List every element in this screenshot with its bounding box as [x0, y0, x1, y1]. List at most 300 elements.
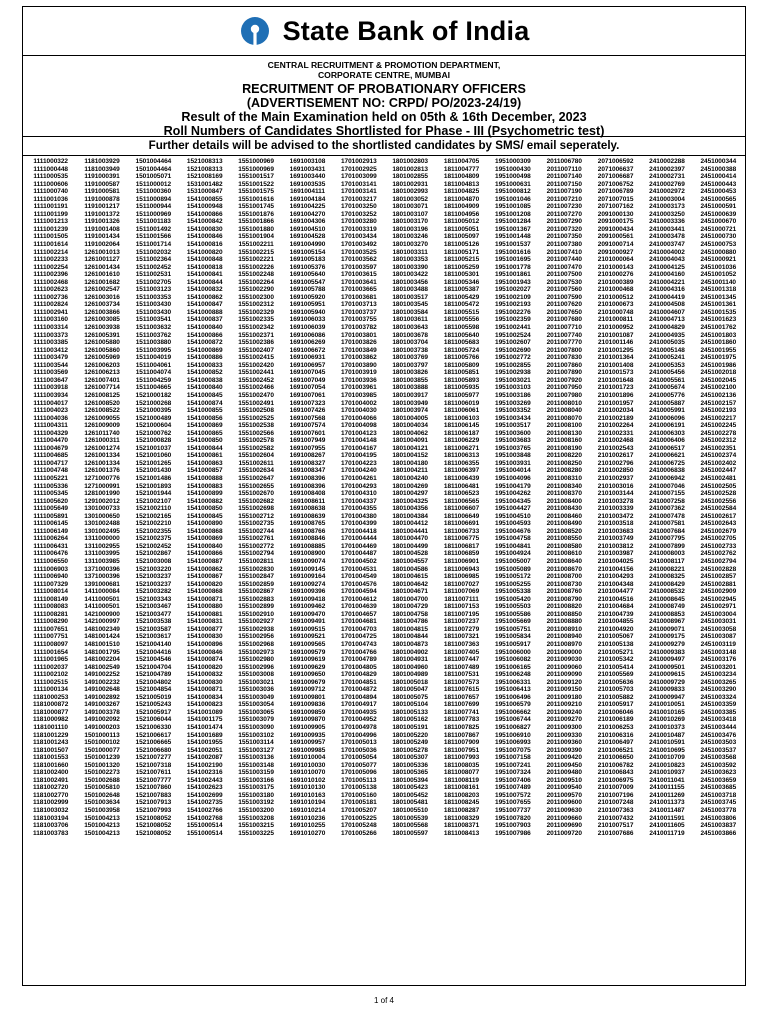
- roll-number-grid: [23, 156, 745, 837]
- roll-number-cell: 2410009729: [649, 678, 685, 686]
- roll-number-cell: 1691006039: [289, 324, 326, 332]
- roll-number-cell: 1551001866: [238, 218, 274, 226]
- roll-number-cell: 1801004642: [392, 580, 428, 588]
- roll-number-cell: 2101000811: [597, 316, 634, 324]
- roll-number-cell: 1701004399: [340, 520, 377, 528]
- roll-number-cell: 2011009120: [546, 678, 582, 686]
- roll-number-cell: 1701004935: [340, 708, 377, 716]
- roll-number-cell: 1551003008: [238, 671, 274, 679]
- roll-number-cell: 1701003961: [340, 384, 377, 392]
- roll-number-cell: 2091000927: [597, 248, 634, 256]
- roll-number-cell: 1501000102: [84, 739, 120, 747]
- roll-number-cell: 1111002233: [33, 256, 68, 264]
- roll-number-cell: 1521007277: [135, 754, 172, 762]
- roll-number-cell: 1951002855: [495, 361, 531, 369]
- roll-number-cell: 1701003985: [340, 391, 377, 399]
- roll-number-cell: 2410003478: [649, 233, 685, 241]
- roll-number-cell: 2410007684: [649, 527, 685, 535]
- roll-number-cell: 2410004043: [649, 256, 685, 264]
- roll-number-cell: 1521001060: [135, 452, 172, 460]
- roll-number-cell: 1551000514: [186, 829, 223, 837]
- roll-number-cell: 1811008287: [443, 807, 480, 815]
- roll-number-cell: 2101004348: [597, 580, 634, 588]
- roll-number-cell: 1501002648: [84, 791, 120, 799]
- roll-number-cell: 2410007899: [649, 542, 685, 550]
- roll-number-cell: 1951005255: [495, 580, 531, 588]
- roll-number-cell: 2011007860: [546, 361, 582, 369]
- roll-number-cell: 2410011605: [649, 822, 685, 830]
- department-location-line: CORPORATE CENTRE, MUMBAI: [317, 70, 451, 80]
- roll-number-cell: 1191001372: [84, 210, 120, 218]
- roll-number-cell: 2101000143: [597, 263, 634, 271]
- roll-number-cell: 1261007714: [84, 384, 120, 392]
- roll-number-cell: 1801003738: [392, 346, 428, 354]
- roll-number-cell: 1701004469: [340, 542, 377, 550]
- roll-number-cell: 1801003517: [392, 293, 428, 301]
- roll-number-cell: 1701004195: [340, 452, 377, 460]
- roll-number-cell: 1551001616: [238, 195, 274, 203]
- page-number: 1 of 4: [373, 996, 394, 1005]
- roll-number-cell: 1111008097: [33, 641, 68, 648]
- roll-number-cell: 1701004872: [340, 686, 377, 694]
- roll-number-cell: 1521002165: [135, 512, 172, 520]
- roll-number-cell: 1111004017: [33, 399, 68, 407]
- roll-number-cell: 2410006517: [649, 444, 685, 452]
- roll-number-cell: 1111002515: [33, 678, 68, 686]
- roll-number-cell: 1701003525: [340, 248, 377, 256]
- roll-number-cell: 1111006149: [33, 527, 68, 535]
- roll-number-cell: 1521001265: [135, 459, 172, 467]
- roll-number-cell: 1521003343: [135, 595, 172, 603]
- roll-number-cell: 1541000869: [186, 422, 223, 430]
- roll-number-cell: 2101002331: [597, 429, 634, 437]
- roll-number-cell: 1541000862: [186, 293, 223, 301]
- roll-number-cell: 2451003234: [700, 671, 737, 679]
- roll-number-cell: 2410005353: [649, 361, 685, 369]
- roll-number-cell: 1951006910: [495, 731, 531, 739]
- roll-number-cell: 1701005036: [340, 746, 377, 754]
- roll-number-cell: 1701004030: [340, 407, 377, 415]
- roll-number-cell: 1691004225: [289, 203, 326, 211]
- roll-number-cell: 1551002761: [238, 535, 274, 543]
- roll-number-cell: 2451001762: [700, 324, 737, 332]
- roll-number-cell: 1521004854: [135, 686, 172, 694]
- roll-number-cell: 2101004516: [597, 595, 634, 603]
- roll-number-cell: 1701004894: [340, 693, 377, 701]
- roll-number-cell: 1541000868: [186, 527, 223, 535]
- roll-number-cell: 1801004005: [392, 414, 428, 422]
- roll-number-cell: 2410009383: [649, 648, 685, 656]
- roll-number-cell: 1801003422: [392, 271, 428, 279]
- roll-number-cell: 2451000388: [700, 165, 737, 173]
- roll-number-cell: 2410005674: [649, 384, 685, 392]
- roll-number-cell: 1701003849: [340, 346, 377, 354]
- roll-number-cell: 1801003584: [392, 308, 428, 316]
- roll-number-cell: 1541000867: [186, 573, 223, 581]
- roll-number-cell: 1701004502: [340, 557, 377, 565]
- roll-number-cell: 1111008149: [33, 595, 68, 603]
- roll-number-cell: 2101005636: [597, 678, 634, 686]
- roll-number-cell: 1811005640: [443, 331, 480, 339]
- roll-number-cell: 1801005162: [392, 716, 428, 724]
- roll-number-cell: 1111002214: [33, 248, 68, 256]
- roll-number-cell: 1551002910: [238, 610, 274, 618]
- roll-number-cell: 1801005452: [392, 791, 428, 799]
- roll-number-cell: 2410010937: [649, 769, 685, 777]
- roll-number-cell: 1811006901: [443, 557, 480, 565]
- roll-number-cell: 1511003430: [135, 301, 172, 309]
- roll-number-cell: 1801004844: [392, 633, 428, 641]
- roll-number-cell: 2451000565: [700, 195, 737, 203]
- roll-number-cell: 2071006637: [597, 165, 634, 173]
- roll-number-cell: 1531000847: [186, 188, 223, 196]
- roll-number-cell: 2451001986: [700, 361, 737, 369]
- roll-number-cell: 1701004917: [340, 701, 377, 709]
- roll-number-cell: 1801003246: [392, 233, 428, 241]
- roll-number-cell: 1541001689: [186, 731, 223, 739]
- roll-number-cell: 2451002193: [700, 407, 737, 415]
- roll-number-cell: 2410011487: [649, 807, 685, 815]
- roll-number-cell: 1181003194: [33, 814, 69, 822]
- result-heading: Result of the Main Examination held on 05th & 16th December, 2023: [181, 110, 587, 124]
- roll-number-cell: 1551002441: [238, 369, 274, 377]
- roll-number-cell: 1811007657: [443, 693, 480, 701]
- roll-number-cell: 2451002278: [700, 429, 737, 437]
- roll-number-cell: 1511002705: [135, 278, 172, 286]
- roll-number-cell: 1111004717: [33, 459, 68, 467]
- roll-number-cell: 1511002531: [135, 271, 172, 279]
- roll-number-cell: 1811005977: [443, 391, 480, 399]
- roll-number-cell: 1951006662: [495, 708, 531, 716]
- roll-number-cell: 1691008766: [289, 527, 326, 535]
- roll-number-cell: 1691008885: [289, 542, 326, 550]
- roll-number-cell: 2101000673: [597, 301, 634, 309]
- roll-number-cell: 2451000443: [700, 180, 737, 188]
- roll-number-cell: 1521001037: [135, 444, 172, 452]
- roll-number-cell: 1261011740: [84, 429, 120, 437]
- roll-number-cell: 2451003004: [700, 610, 737, 618]
- roll-number-cell: 1541000830: [186, 678, 223, 686]
- roll-number-cell: 1811005097: [443, 233, 480, 241]
- roll-number-cell: 2101001087: [597, 331, 634, 339]
- roll-number-cell: 1541000866: [186, 550, 223, 558]
- roll-number-cell: 2101004684: [597, 603, 634, 611]
- roll-number-cell: 2011009720: [546, 829, 582, 837]
- roll-number-cell: 1481001795: [84, 648, 120, 656]
- roll-number-cell: 1801003797: [392, 361, 428, 369]
- roll-number-cell: 2410007581: [649, 520, 685, 528]
- roll-number-cell: 1541000948: [186, 203, 223, 211]
- roll-number-cell: 1511003762: [135, 331, 172, 339]
- roll-number-cell: 2101005067: [597, 633, 634, 641]
- roll-number-cell: 1261003938: [84, 324, 120, 332]
- roll-number-cell: 1691009491: [289, 618, 326, 626]
- roll-number-cell: 2011008970: [546, 641, 582, 648]
- roll-number-cell: 1541000896: [186, 641, 223, 648]
- roll-number-cell: 1951003352: [495, 407, 531, 415]
- roll-number-cell: 2011007590: [546, 293, 582, 301]
- roll-number-cell: 1951007489: [495, 784, 531, 792]
- roll-number-cell: 1811006859: [443, 550, 480, 558]
- roll-number-cell: 1801005220: [392, 731, 428, 739]
- roll-number-cell: 1521004546: [135, 656, 172, 664]
- roll-number-cell: 2101003472: [597, 512, 634, 520]
- roll-number-cell: 1951006248: [495, 671, 531, 679]
- roll-number-cell: 2410005148: [649, 346, 685, 354]
- roll-number-cell: 1511003430: [135, 308, 172, 316]
- roll-number-cell: 2011008010: [546, 399, 582, 407]
- recruitment-title: RECRUITMENT OF PROBATIONARY OFFICERS: [242, 82, 526, 96]
- roll-number-cell: 1951007075: [495, 746, 531, 754]
- roll-number-cell: 1701005096: [340, 769, 377, 777]
- roll-number-cell: 1701003737: [340, 308, 377, 316]
- roll-number-cell: 1691006672: [289, 346, 326, 354]
- roll-number-cell: 1811005472: [443, 301, 480, 309]
- roll-number-cell: 1811007237: [443, 618, 480, 626]
- roll-number-cell: 1701004310: [340, 490, 377, 498]
- roll-number-cell: 1481001424: [84, 633, 120, 641]
- roll-number-cell: 1811007825: [443, 724, 480, 732]
- roll-number-cell: 1811008077: [443, 769, 480, 777]
- roll-number-cell: 1811006439: [443, 474, 480, 482]
- roll-number-cell: 2410006838: [649, 467, 685, 475]
- roll-number-cell: 1501004464: [135, 165, 172, 173]
- roll-number-cell: 2101004477: [597, 588, 634, 596]
- roll-number-cell: 2101007196: [597, 791, 634, 799]
- roll-number-cell: 1701004148: [340, 437, 377, 445]
- roll-number-cell: 1811007699: [443, 701, 480, 709]
- roll-number-cell: 1551003021: [238, 678, 274, 686]
- roll-number-cell: 1521000182: [135, 391, 172, 399]
- roll-number-cell: 1691006957: [289, 361, 326, 369]
- roll-number-cell: 1811006691: [443, 520, 480, 528]
- roll-number-cell: 1801003826: [392, 369, 428, 377]
- roll-number-cell: 1951001943: [495, 278, 531, 286]
- roll-number-cell: 1811005851: [443, 369, 480, 377]
- roll-number-cell: 2101002850: [597, 467, 634, 475]
- roll-number-cell: 1521006665: [135, 739, 172, 747]
- roll-number-cell: 2410003747: [649, 241, 685, 249]
- roll-number-cell: 1541001089: [186, 708, 223, 716]
- roll-number-cell: 1801004240: [392, 474, 428, 482]
- roll-number-cell: 2101004920: [597, 625, 634, 633]
- roll-number-cell: 2451003503: [700, 739, 737, 747]
- roll-number-cell: 1801003545: [392, 301, 428, 309]
- roll-number-cell: 1691007045: [289, 369, 326, 377]
- roll-number-cell: 1811006565: [443, 497, 480, 505]
- roll-number-cell: 1541000833: [186, 361, 223, 369]
- roll-number-cell: 2451003745: [700, 799, 737, 807]
- roll-number-cell: 1691008765: [289, 520, 326, 528]
- roll-number-cell: 1491002092: [84, 716, 120, 724]
- roll-number-cell: 1701005054: [340, 754, 377, 762]
- roll-number-cell: 1951004427: [495, 505, 531, 513]
- roll-number-cell: 1701003250: [340, 203, 377, 211]
- roll-number-cell: 1551002226: [238, 263, 274, 271]
- roll-number-cell: 2101006046: [597, 708, 634, 716]
- roll-number-cell: 1511003123: [135, 286, 172, 294]
- roll-number-cell: 1551002744: [238, 527, 274, 535]
- roll-number-cell: 1811008245: [443, 799, 480, 807]
- roll-number-cell: 1701002913: [340, 158, 377, 165]
- roll-number-cell: 1951000498: [495, 173, 531, 181]
- roll-number-cell: 1801004441: [392, 527, 428, 535]
- roll-number-cell: 1701003782: [340, 324, 377, 332]
- roll-number-cell: 1311003995: [84, 550, 120, 558]
- roll-number-cell: 1541000868: [186, 588, 223, 596]
- roll-number-cell: 2451002857: [700, 573, 737, 581]
- roll-number-cell: 2451003119: [700, 641, 736, 648]
- roll-number-cell: 2011008730: [546, 580, 582, 588]
- roll-number-cell: 2410009833: [649, 686, 685, 694]
- roll-number-cell: 1691005547: [289, 278, 326, 286]
- roll-number-cell: 2410011719: [649, 829, 685, 837]
- roll-number-cell: 1691004306: [289, 218, 326, 226]
- roll-number-cell: 1551002735: [238, 520, 274, 528]
- roll-number-cell: 2410011155: [649, 784, 685, 792]
- roll-number-cell: 2011009570: [546, 791, 582, 799]
- roll-number-cell: 1551002470: [238, 391, 274, 399]
- roll-number-cell: 1701004978: [340, 724, 377, 732]
- roll-number-cell: 1951002276: [495, 308, 531, 316]
- roll-number-cell: 1801004121: [392, 444, 428, 452]
- roll-number-cell: 1701004657: [340, 610, 377, 618]
- roll-number-cell: 2410003250: [649, 210, 685, 218]
- roll-number-cell: 1951004096: [495, 474, 531, 482]
- roll-number-cell: 1801005191: [392, 724, 428, 732]
- roll-number-cell: 1551002264: [238, 278, 274, 286]
- roll-number-cell: 1181000872: [33, 701, 69, 709]
- roll-number-cell: 2410002972: [649, 188, 685, 196]
- roll-number-cell: 1551003136: [238, 754, 274, 762]
- roll-number-cell: 1951000812: [495, 188, 531, 196]
- roll-number-cell: 1111008083: [33, 603, 68, 611]
- roll-number-cell: 1551002899: [238, 603, 274, 611]
- roll-number-cell: 2451002705: [700, 535, 737, 543]
- roll-number-cell: 2101007363: [597, 807, 634, 815]
- roll-number-cell: 1801005394: [392, 776, 428, 784]
- roll-number-cell: 2410005887: [649, 399, 685, 407]
- roll-number-cell: 2451001318: [700, 286, 737, 294]
- roll-number-cell: 1801003704: [392, 339, 428, 347]
- roll-number-cell: 2410008645: [649, 595, 685, 603]
- roll-number-cell: 1541000820: [186, 248, 223, 256]
- roll-number-cell: 1951007903: [495, 822, 531, 830]
- roll-number-cell: 1701004444: [340, 535, 377, 543]
- roll-number-cell: 1951002193: [495, 301, 531, 309]
- roll-number-cell: 1951006579: [495, 701, 531, 709]
- roll-number-cell: 2011008400: [546, 497, 582, 505]
- roll-number-cell: 1951007986: [495, 829, 531, 837]
- roll-number-cell: 1111005649: [33, 505, 68, 513]
- roll-number-cell: 1111006550: [33, 557, 68, 565]
- roll-number-cell: 1951005669: [495, 618, 531, 626]
- roll-number-cell: 2451001975: [700, 354, 737, 362]
- roll-number-cell: 1521007777: [135, 776, 172, 784]
- roll-number-cell: 1801003196: [392, 225, 428, 233]
- roll-number-cell: 1521002452: [135, 542, 172, 550]
- roll-number-cell: 1691009905: [289, 724, 326, 732]
- roll-number-cell: 1701004996: [340, 731, 377, 739]
- roll-number-cell: 1801003488: [392, 286, 428, 294]
- roll-number-cell: 2011008100: [546, 422, 582, 430]
- roll-number-cell: 2451001361: [700, 301, 737, 309]
- roll-number-cell: 1521002355: [135, 527, 172, 535]
- roll-number-cell: 1701005248: [340, 822, 377, 830]
- roll-number-cell: 2011007620: [546, 301, 582, 309]
- roll-number-cell: 1801004557: [392, 557, 428, 565]
- roll-number-cell: 2011009480: [546, 769, 582, 777]
- roll-number-cell: 2011008880: [546, 618, 582, 626]
- roll-number-cell: 1111005891: [33, 512, 68, 520]
- roll-number-cell: 1801004325: [392, 497, 428, 505]
- roll-number-cell: 1801004470: [392, 535, 428, 543]
- roll-number-cell: 1701004829: [340, 671, 377, 679]
- roll-number-cell: 1541000816: [186, 241, 223, 249]
- roll-number-cell: 2451000453: [700, 188, 737, 196]
- roll-number-cell: 1701004261: [340, 474, 377, 482]
- roll-number-cell: 1551003127: [238, 746, 274, 754]
- roll-number-cell: 1541000866: [186, 210, 223, 218]
- roll-number-cell: 1521000268: [135, 399, 172, 407]
- roll-number-cell: 1111003479: [33, 354, 68, 362]
- roll-number-cell: 2071006592: [597, 158, 634, 165]
- roll-number-cell: 1801004211: [392, 467, 428, 475]
- roll-number-cell: 1701004725: [340, 633, 377, 641]
- roll-number-cell: 1951006827: [495, 724, 531, 732]
- roll-number-cell: 1551002508: [238, 407, 274, 415]
- roll-number-cell: 2011008070: [546, 414, 582, 422]
- roll-number-cell: 1281001990: [84, 490, 120, 498]
- roll-number-cell: 1511001492: [135, 225, 172, 233]
- roll-number-cell: 1181001243: [33, 739, 69, 747]
- roll-number-cell: 2410005456: [649, 369, 685, 377]
- roll-number-cell: 1521003587: [135, 625, 172, 633]
- roll-number-cell: 1261001127: [84, 256, 120, 264]
- roll-number-cell: 1551002407: [238, 346, 274, 354]
- roll-number-cell: 2011008760: [546, 588, 582, 596]
- roll-number-cell: 1181003783: [33, 829, 69, 837]
- roll-number-cell: 1691005788: [289, 286, 326, 294]
- roll-number-cell: 2011007140: [546, 173, 582, 181]
- roll-number-cell: 2101007009: [597, 784, 634, 792]
- roll-number-cell: 1551003036: [238, 686, 274, 694]
- roll-number-cell: 2011007770: [546, 339, 582, 347]
- roll-number-cell: 2451001345: [700, 293, 737, 301]
- roll-number-cell: 2011007890: [546, 369, 582, 377]
- roll-number-cell: 1551003079: [238, 716, 274, 724]
- roll-number-cell: 1551002938: [238, 625, 274, 633]
- roll-number-cell: 1951003434: [495, 414, 531, 422]
- roll-number-cell: 1801004671: [392, 588, 428, 596]
- roll-number-cell: 1111005345: [33, 490, 68, 498]
- roll-number-cell: 1811007951: [443, 746, 480, 754]
- roll-number-cell: 2011008550: [546, 535, 582, 543]
- roll-number-cell: 1521008052: [135, 829, 172, 837]
- roll-number-cell: 1701004223: [340, 459, 377, 467]
- roll-number-cell: 2011008670: [546, 565, 582, 573]
- roll-number-cell: 2410007258: [649, 497, 685, 505]
- roll-number-cell: 1551001522: [238, 180, 274, 188]
- roll-number-cell: 2451003359: [700, 701, 737, 709]
- roll-number-cell: 1521008313: [186, 158, 223, 165]
- roll-number-cell: 2410010823: [649, 761, 685, 769]
- roll-number-cell: 1521004704: [135, 663, 172, 671]
- roll-number-cell: 2451001052: [700, 271, 737, 279]
- roll-number-cell: 1951003600: [495, 429, 531, 437]
- roll-number-cell: 2451003058: [700, 625, 737, 633]
- roll-number-cell: 2011008820: [546, 603, 582, 611]
